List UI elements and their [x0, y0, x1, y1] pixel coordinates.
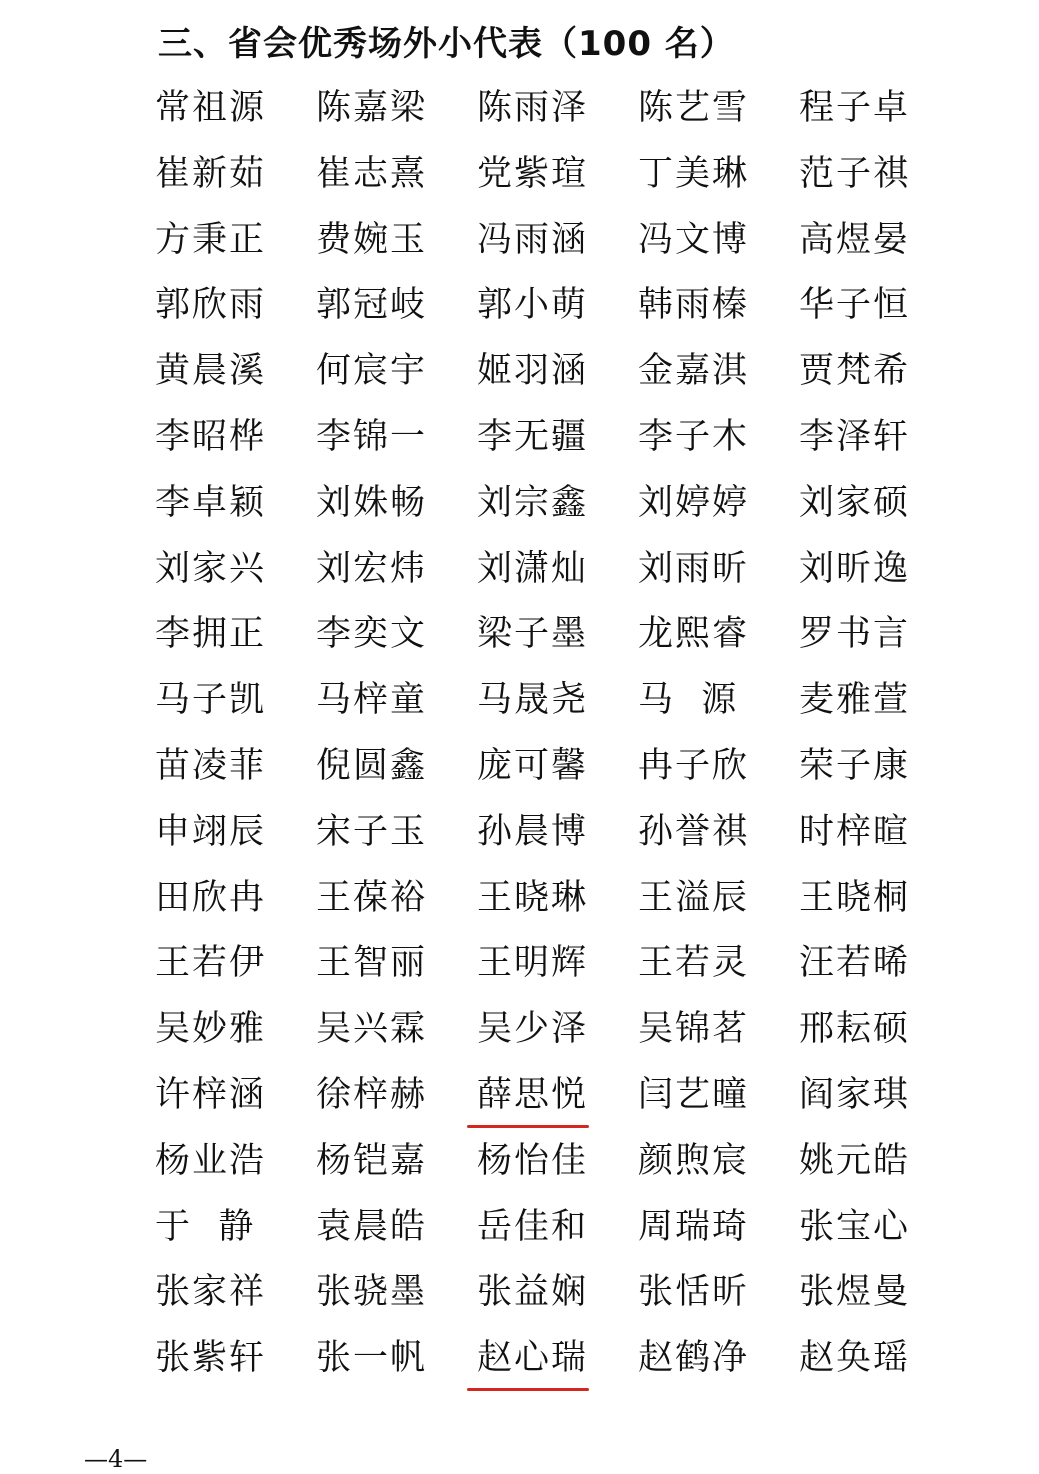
- underlined-name-entry: 赵心瑞: [477, 1328, 638, 1394]
- name-entry: 王晓桐: [799, 877, 911, 918]
- name-entry: 徐梓赫: [316, 1074, 428, 1115]
- name-entry: 黄晨溪: [155, 351, 267, 392]
- name-entry: 郭冠岐: [316, 285, 428, 326]
- name-entry: 麦雅萱: [799, 680, 911, 721]
- name-entry: 丁美琳: [638, 153, 750, 194]
- underlined-name-entry: 薛思悦: [477, 1065, 638, 1131]
- name-entry: 张一帆: [316, 1338, 428, 1379]
- name-entry: 梁子墨: [477, 614, 589, 655]
- name-entry: 龙熙睿: [638, 614, 750, 655]
- name-entry: 罗书言: [799, 614, 911, 655]
- name-entry: 李昭桦: [155, 416, 267, 457]
- name-entry: 冉子欣: [638, 745, 750, 786]
- name-entry: 杨业浩: [155, 1140, 267, 1181]
- name-entry: 李泽轩: [799, 416, 911, 457]
- name-entry: 崔志熹: [316, 153, 428, 194]
- name-entry: 申翊辰: [155, 811, 267, 852]
- name-entry: 马晟尧: [477, 680, 589, 721]
- name-entry: 姬羽涵: [477, 351, 589, 392]
- name-entry: 赵奂瑶: [799, 1338, 911, 1379]
- name-entry: 刘宗鑫: [477, 482, 589, 523]
- name-entry: 孙晨博: [477, 811, 589, 852]
- name-entry: 阎家琪: [799, 1074, 911, 1115]
- name-entry: 刘姝畅: [316, 482, 428, 523]
- name-entry: 张宝心: [799, 1206, 911, 1247]
- name-entry: 李锦一: [316, 416, 428, 457]
- name-entry: 李拥正: [155, 614, 267, 655]
- name-entry: 王若伊: [155, 943, 267, 984]
- name-entry: 闫艺曈: [638, 1074, 750, 1115]
- name-entry: 宋子玉: [316, 811, 428, 852]
- name-entry: 田欣冉: [155, 877, 267, 918]
- name-entry: 王智丽: [316, 943, 428, 984]
- name-entry: 马子凯: [155, 680, 267, 721]
- name-entry: 于 静: [155, 1206, 256, 1247]
- name-entry: 庞可馨: [477, 745, 589, 786]
- name-entry: 刘雨昕: [638, 548, 750, 589]
- name-entry: 李卓颖: [155, 482, 267, 523]
- name-entry: 刘婷婷: [638, 482, 750, 523]
- name-entry: 王溢辰: [638, 877, 750, 918]
- name-entry: 郭欣雨: [155, 285, 267, 326]
- name-entry: 张骁墨: [316, 1272, 428, 1313]
- name-entry: 倪圆鑫: [316, 745, 428, 786]
- name-entry: 马梓童: [316, 680, 428, 721]
- name-entry: 邢耘硕: [799, 1009, 911, 1050]
- name-entry: 范子祺: [799, 153, 911, 194]
- name-entry: 张煜曼: [799, 1272, 911, 1313]
- name-entry: 苗凌菲: [155, 745, 267, 786]
- name-entry: 高煜晏: [799, 219, 911, 260]
- name-entry: 冯文博: [638, 219, 750, 260]
- name-entry: 时梓暄: [799, 811, 911, 852]
- name-entry: 荣子康: [799, 745, 911, 786]
- name-entry: 王若灵: [638, 943, 750, 984]
- name-entry: 程子卓: [799, 88, 911, 128]
- name-entry: 岳佳和: [477, 1206, 589, 1247]
- name-entry: 王晓琳: [477, 877, 589, 918]
- name-entry: 杨怡佳: [477, 1140, 589, 1181]
- name-entry: 冯雨涵: [477, 219, 589, 260]
- name-entry: 陈嘉梁: [316, 88, 428, 128]
- name-entry: 吴少泽: [477, 1009, 589, 1050]
- name-entry: 贾梵希: [799, 351, 911, 392]
- section-title: 三、省会优秀场外小代表（100 名）: [158, 24, 735, 64]
- name-entry: 刘宏炜: [316, 548, 428, 589]
- name-entry: 常祖源: [155, 88, 267, 128]
- name-entry: 姚元皓: [799, 1140, 911, 1181]
- name-entry: 吴兴霖: [316, 1009, 428, 1050]
- name-entry: 刘家硕: [799, 482, 911, 523]
- name-entry: 许梓涵: [155, 1074, 267, 1115]
- name-entry: 陈雨泽: [477, 88, 589, 128]
- name-entry: 费婉玉: [316, 219, 428, 260]
- name-entry: 李奕文: [316, 614, 428, 655]
- name-list: [155, 78, 975, 1394]
- name-entry: 张益娴: [477, 1272, 589, 1313]
- name-entry: 吴锦茗: [638, 1009, 750, 1050]
- name-entry: 刘家兴: [155, 548, 267, 589]
- name-entry: 汪若晞: [799, 943, 911, 984]
- name-entry: 崔新茹: [155, 153, 267, 194]
- name-entry: 方秉正: [155, 219, 267, 260]
- name-entry: 郭小萌: [477, 285, 589, 326]
- name-entry: 韩雨榛: [638, 285, 750, 326]
- name-entry: 赵鹤净: [638, 1338, 750, 1379]
- name-entry: 李无疆: [477, 416, 589, 457]
- name-entry: 张紫轩: [155, 1338, 267, 1379]
- name-entry: 吴妙雅: [155, 1009, 267, 1050]
- page-number: —4—: [84, 1445, 148, 1473]
- name-entry: 何宸宇: [316, 351, 428, 392]
- name-entry: 陈艺雪: [638, 88, 750, 128]
- name-entry: 金嘉淇: [638, 351, 750, 392]
- name-entry: 袁晨皓: [316, 1206, 428, 1247]
- name-entry: 张家祥: [155, 1272, 267, 1313]
- name-entry: 周瑞琦: [638, 1206, 750, 1247]
- name-entry: 王葆裕: [316, 877, 428, 918]
- name-entry: 刘潇灿: [477, 548, 589, 589]
- name-entry: 王明辉: [477, 943, 589, 984]
- name-entry: 党紫瑄: [477, 153, 589, 194]
- name-entry: 华子恒: [799, 285, 911, 326]
- name-entry: 李子木: [638, 416, 750, 457]
- name-entry: 杨铠嘉: [316, 1140, 428, 1181]
- name-entry: 马 源: [638, 680, 739, 721]
- name-entry: 刘昕逸: [799, 548, 911, 589]
- name-entry: 颜煦宸: [638, 1140, 750, 1181]
- name-entry: 孙誉祺: [638, 811, 750, 852]
- name-entry: 张恬昕: [638, 1272, 750, 1313]
